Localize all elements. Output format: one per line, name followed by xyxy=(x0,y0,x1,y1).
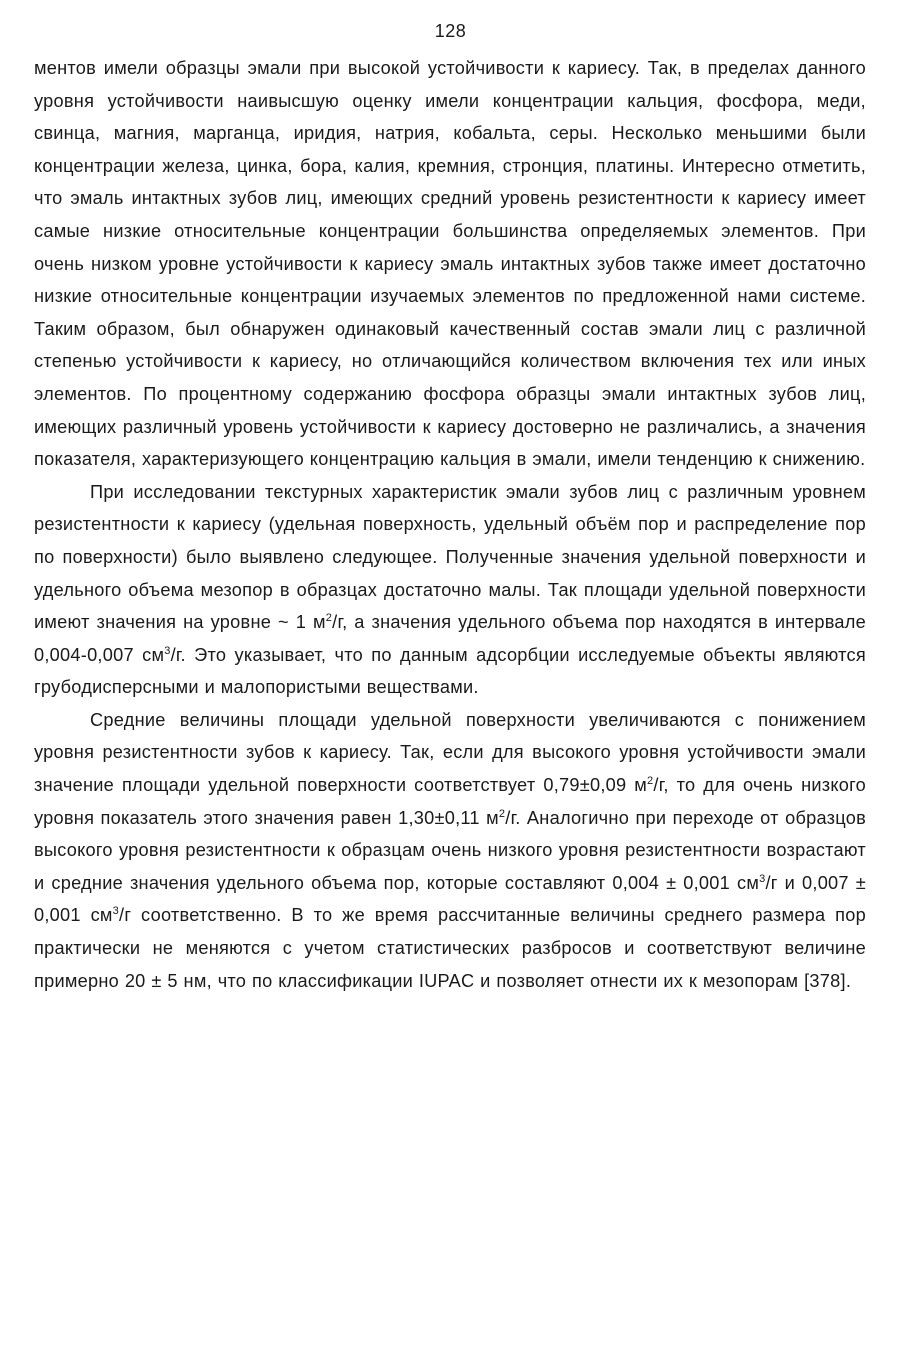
text-run: При исследовании текстурных характеристик эмали зубов лиц с различным уровнем резистентности к кариесу (удельная поверхность, удельный объём пор и распределение пор по поверхности) было выявлено следующее. Полученные значения удельной поверхности и удельного объема мезопор в образцах достаточно малы. Так площади удельной поверхности имеют значения на уровне ~ 1 м xyxy=(34,481,866,633)
text-run: /г, а значения удельного объема пор находятся в интервале 0,004-0,007 см xyxy=(34,612,866,665)
superscript: 3 xyxy=(112,905,120,918)
text-run: ментов имели образцы эмали при высокой устойчивости к кариесу. Так, в пределах данного уровня устойчивости наивысшую оценку имели концентрации кальция, фосфора, меди, свинца, магния, марганца, иридия, натрия, кобальта, серы. Несколько меньшими были концентрации железа, цинка, бора, калия, кремния, стронция, платины. Интересно отметить, что эмаль интактных зубов лиц, имеющих средний уровень резистентности к кариесу имеет самые низкие относительные концентрации большинства определяемых элементов. При очень низком уровне устойчивости к кариесу эмаль интактных зубов также имеет достаточно низкие относительные концентрации изучаемых элементов по предложенной нами системе. Таким образом, был обнаружен одинаковый качественный состав эмали лиц с различной степенью устойчивости к кариесу, но отличающийся количеством включения тех или иных элементов. По процентному содержанию фосфора образцы эмали интактных зубов лиц, имеющих различный уровень устойчивости к кариесу достоверно не различались, а значения показателя, характеризующего концентрацию кальция в эмали, имели тенденцию к снижению. xyxy=(34,58,866,470)
superscript: 3 xyxy=(759,872,766,885)
page-number: 128 xyxy=(434,21,467,41)
text-run: /г соответственно. В то же время рассчитанные величины среднего размера пор практически не меняются с учетом статистических разбросов и соответствуют величине примерно 20 ± 5 нм, что по классификации IUPAC и позволяет отнести их к мезопорам [378]. xyxy=(34,905,866,991)
text-run: /г. Аналогично при переходе от образцов высокого уровня резистентности к образцам очень низкого уровня резистентности возрастают и средние значения удельного объема пор, которые составляют 0,004 ± 0,001 см xyxy=(34,807,866,893)
superscript: 2 xyxy=(647,775,654,787)
superscript: 2 xyxy=(325,612,333,625)
text-run: /г. Это указывает, что по данным адсорбции исследуемые объекты являются грубодисперсными и малопористыми веществами. xyxy=(34,644,866,698)
paragraph xyxy=(34,704,866,997)
paragraph xyxy=(34,52,866,476)
superscript: 3 xyxy=(164,644,171,657)
body-text xyxy=(34,52,866,997)
text-run: /г и 0,007 ± 0,001 см xyxy=(34,872,866,926)
text-run: /г, то для очень низкого уровня показатель этого значения равен 1,30±0,11 м xyxy=(34,775,866,828)
text-run: Средние величины площади удельной поверхности увеличиваются с понижением уровня резистентности зубов к кариесу. Так, если для высокого уровня устойчивости эмали значение площади удельной поверхности соответствует 0,79±0,09 м xyxy=(34,709,866,796)
superscript: 2 xyxy=(498,807,506,820)
paragraph xyxy=(34,476,866,704)
